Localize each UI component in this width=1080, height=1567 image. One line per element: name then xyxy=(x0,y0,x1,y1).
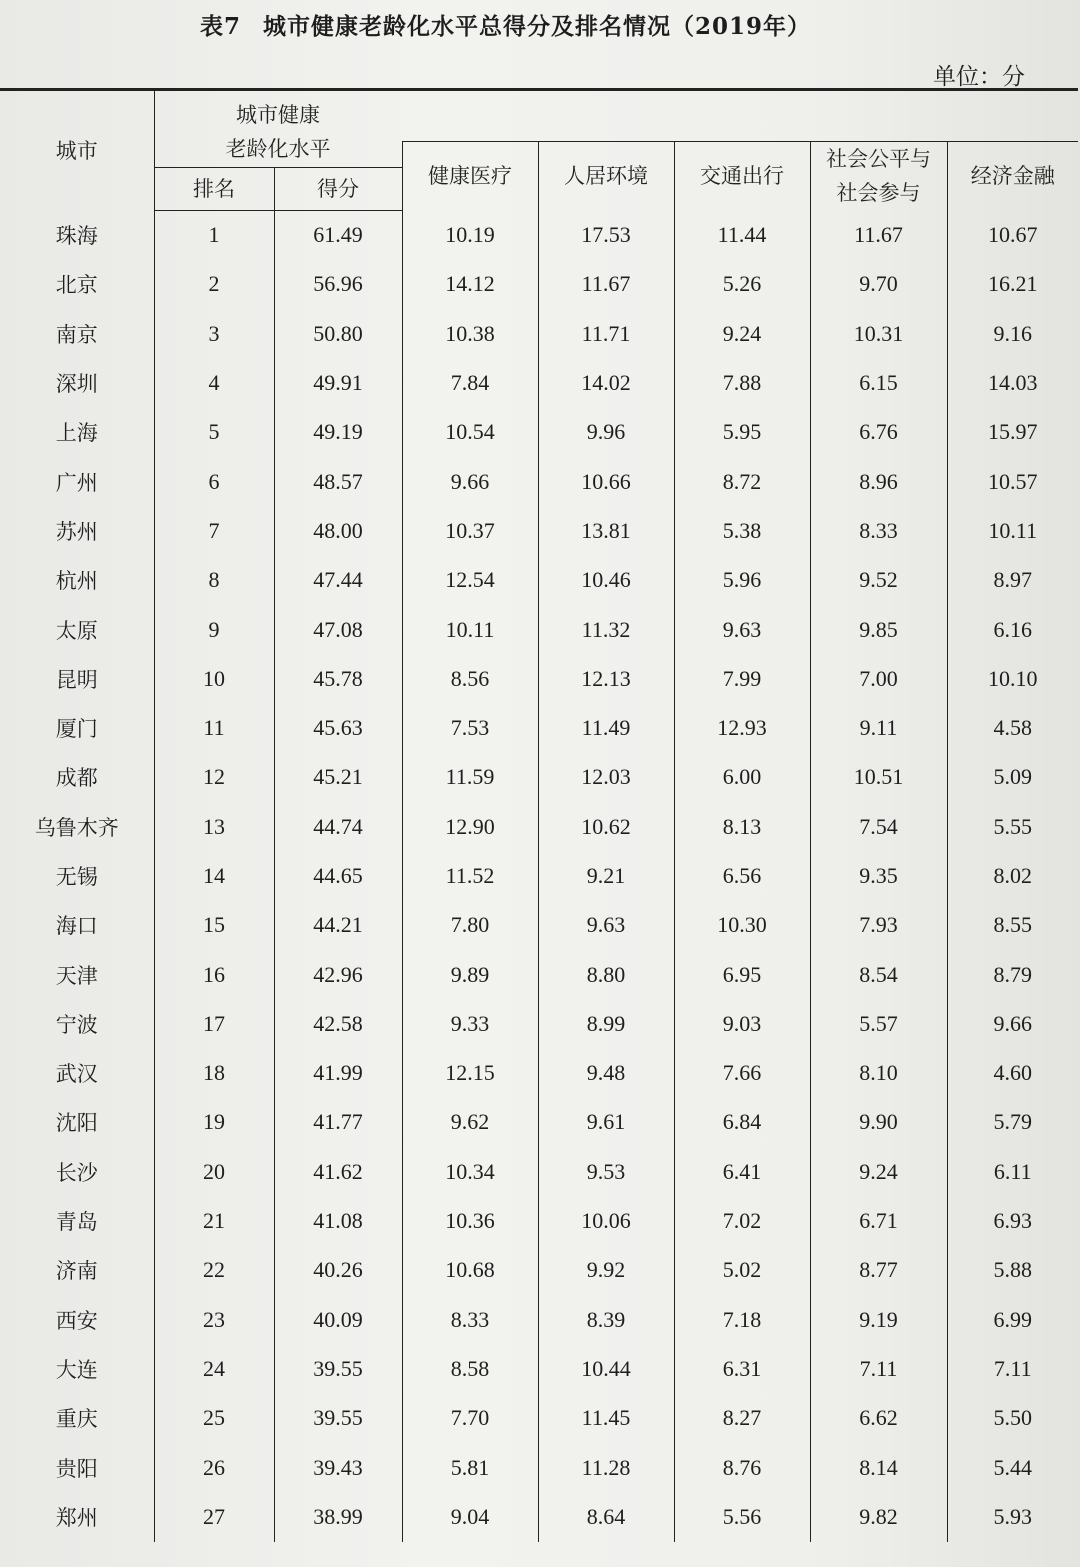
cell-health: 11.52 xyxy=(402,851,538,900)
cell-transport: 6.56 xyxy=(674,851,810,900)
cell-transport: 8.13 xyxy=(674,802,810,851)
header-transport: 交通出行 xyxy=(674,142,810,211)
cell-health: 8.58 xyxy=(402,1344,538,1393)
cell-economy: 8.97 xyxy=(947,556,1078,605)
cell-rank: 8 xyxy=(154,556,274,605)
cell-social: 6.62 xyxy=(810,1394,947,1443)
cell-score: 39.55 xyxy=(274,1394,402,1443)
cell-score: 42.58 xyxy=(274,999,402,1048)
cell-social: 6.15 xyxy=(810,358,947,407)
table-row xyxy=(0,605,1078,654)
table-row xyxy=(0,457,1078,506)
cell-city: 贵阳 xyxy=(55,1456,98,1481)
cell-living: 9.21 xyxy=(538,851,674,900)
cell-health: 5.81 xyxy=(402,1443,538,1492)
cell-social: 9.52 xyxy=(810,556,947,605)
cell-economy: 7.11 xyxy=(947,1344,1078,1393)
cell-transport: 8.72 xyxy=(674,457,810,506)
cell-health: 12.54 xyxy=(402,556,538,605)
table-row xyxy=(0,210,1078,260)
cell-social: 9.35 xyxy=(810,851,947,900)
table-row xyxy=(0,1443,1078,1492)
cell-rank: 22 xyxy=(154,1246,274,1295)
cell-rank: 18 xyxy=(154,1049,274,1098)
cell-transport: 6.84 xyxy=(674,1098,810,1147)
cell-economy: 5.09 xyxy=(947,753,1078,802)
header-social: 社会公平与 社会参与 xyxy=(810,142,947,211)
table-row xyxy=(0,753,1078,802)
table-row xyxy=(0,1344,1078,1393)
cell-health: 10.34 xyxy=(402,1147,538,1196)
cell-social: 8.54 xyxy=(810,950,947,999)
table-row xyxy=(0,1147,1078,1196)
cell-health: 9.66 xyxy=(402,457,538,506)
cell-living: 10.62 xyxy=(538,802,674,851)
header-spacer xyxy=(402,90,1078,142)
cell-city: 苏州 xyxy=(55,519,98,544)
cell-score: 41.08 xyxy=(274,1196,402,1245)
cell-transport: 9.03 xyxy=(674,999,810,1048)
cell-transport: 5.38 xyxy=(674,506,810,555)
cell-social: 8.33 xyxy=(810,506,947,555)
cell-social: 10.31 xyxy=(810,309,947,358)
cell-rank: 25 xyxy=(154,1394,274,1443)
cell-score: 38.99 xyxy=(274,1492,402,1541)
cell-living: 11.32 xyxy=(538,605,674,654)
cell-health: 8.56 xyxy=(402,654,538,703)
cell-health: 7.80 xyxy=(402,901,538,950)
cell-city: 长沙 xyxy=(55,1160,98,1185)
cell-rank: 23 xyxy=(154,1295,274,1344)
cell-transport: 5.56 xyxy=(674,1492,810,1541)
cell-rank: 19 xyxy=(154,1098,274,1147)
cell-economy: 5.93 xyxy=(947,1492,1078,1541)
cell-economy: 15.97 xyxy=(947,408,1078,457)
cell-health: 10.68 xyxy=(402,1246,538,1295)
cell-social: 7.11 xyxy=(810,1344,947,1393)
cell-transport: 7.99 xyxy=(674,654,810,703)
cell-living: 11.71 xyxy=(538,309,674,358)
header-score: 得分 xyxy=(274,167,402,210)
table-title-text: 城市健康老龄化水平总得分及排名情况（2019年） xyxy=(263,13,812,40)
cell-city: 珠海 xyxy=(55,223,98,248)
cell-economy: 6.16 xyxy=(947,605,1078,654)
cell-living: 10.66 xyxy=(538,457,674,506)
cell-social: 8.14 xyxy=(810,1443,947,1492)
cell-living: 9.63 xyxy=(538,901,674,950)
table-row xyxy=(0,1394,1078,1443)
cell-transport: 7.66 xyxy=(674,1049,810,1098)
cell-score: 39.43 xyxy=(274,1443,402,1492)
cell-living: 8.80 xyxy=(538,950,674,999)
cell-rank: 24 xyxy=(154,1344,274,1393)
cell-score: 49.91 xyxy=(274,358,402,407)
table-row xyxy=(0,999,1078,1048)
cell-score: 56.96 xyxy=(274,260,402,309)
cell-living: 9.92 xyxy=(538,1246,674,1295)
cell-rank: 13 xyxy=(154,802,274,851)
table-row xyxy=(0,1295,1078,1344)
table-number: 表7 xyxy=(200,13,242,40)
cell-city: 济南 xyxy=(55,1259,98,1284)
cell-city: 天津 xyxy=(55,963,98,988)
table-row xyxy=(0,1196,1078,1245)
cell-economy: 5.88 xyxy=(947,1246,1078,1295)
cell-economy: 8.55 xyxy=(947,901,1078,950)
table-title xyxy=(200,8,811,41)
cell-score: 48.57 xyxy=(274,457,402,506)
cell-score: 45.21 xyxy=(274,753,402,802)
cell-transport: 12.93 xyxy=(674,703,810,752)
cell-city: 大连 xyxy=(55,1357,98,1382)
cell-health: 9.62 xyxy=(402,1098,538,1147)
cell-transport: 6.41 xyxy=(674,1147,810,1196)
cell-transport: 9.24 xyxy=(674,309,810,358)
cell-social: 9.90 xyxy=(810,1098,947,1147)
cell-health: 9.33 xyxy=(402,999,538,1048)
cell-health: 10.36 xyxy=(402,1196,538,1245)
cell-score: 39.55 xyxy=(274,1344,402,1393)
header-group-health-aging: 城市健康 老龄化水平 xyxy=(154,90,402,168)
cell-city: 青岛 xyxy=(55,1210,98,1235)
cell-score: 49.19 xyxy=(274,408,402,457)
table-row xyxy=(0,309,1078,358)
cell-rank: 4 xyxy=(154,358,274,407)
cell-living: 11.67 xyxy=(538,260,674,309)
cell-city: 乌鲁木齐 xyxy=(34,815,119,840)
cell-health: 11.59 xyxy=(402,753,538,802)
table-row xyxy=(0,654,1078,703)
cell-living: 11.45 xyxy=(538,1394,674,1443)
cell-rank: 2 xyxy=(154,260,274,309)
cell-economy: 6.11 xyxy=(947,1147,1078,1196)
cell-score: 41.99 xyxy=(274,1049,402,1098)
cell-economy: 4.60 xyxy=(947,1049,1078,1098)
cell-living: 10.44 xyxy=(538,1344,674,1393)
cell-score: 44.74 xyxy=(274,802,402,851)
cell-living: 13.81 xyxy=(538,506,674,555)
cell-economy: 5.50 xyxy=(947,1394,1078,1443)
cell-living: 12.13 xyxy=(538,654,674,703)
table-row xyxy=(0,260,1078,309)
cell-living: 8.64 xyxy=(538,1492,674,1541)
cell-city: 广州 xyxy=(55,470,98,495)
cell-city: 太原 xyxy=(55,618,98,643)
cell-social: 9.24 xyxy=(810,1147,947,1196)
cell-rank: 3 xyxy=(154,309,274,358)
cell-health: 12.15 xyxy=(402,1049,538,1098)
cell-rank: 26 xyxy=(154,1443,274,1492)
cell-economy: 10.10 xyxy=(947,654,1078,703)
cell-rank: 10 xyxy=(154,654,274,703)
cell-economy: 9.66 xyxy=(947,999,1078,1048)
cell-living: 14.02 xyxy=(538,358,674,407)
cell-city: 宁波 xyxy=(55,1012,98,1037)
cell-score: 45.63 xyxy=(274,703,402,752)
cell-living: 9.53 xyxy=(538,1147,674,1196)
cell-score: 40.09 xyxy=(274,1295,402,1344)
header-rank: 排名 xyxy=(154,167,274,210)
table-row xyxy=(0,851,1078,900)
cell-score: 61.49 xyxy=(274,210,402,260)
cell-living: 11.28 xyxy=(538,1443,674,1492)
cell-transport: 5.95 xyxy=(674,408,810,457)
cell-city: 武汉 xyxy=(55,1062,98,1087)
cell-rank: 14 xyxy=(154,851,274,900)
cell-transport: 7.18 xyxy=(674,1295,810,1344)
ranking-table xyxy=(0,88,1078,1542)
cell-economy: 5.55 xyxy=(947,802,1078,851)
cell-transport: 5.02 xyxy=(674,1246,810,1295)
cell-living: 17.53 xyxy=(538,210,674,260)
cell-social: 9.82 xyxy=(810,1492,947,1541)
table-row xyxy=(0,1492,1078,1541)
cell-living: 12.03 xyxy=(538,753,674,802)
table-header xyxy=(0,90,1078,211)
table-body xyxy=(0,210,1078,1542)
cell-economy: 6.93 xyxy=(947,1196,1078,1245)
cell-social: 8.96 xyxy=(810,457,947,506)
cell-economy: 8.79 xyxy=(947,950,1078,999)
cell-social: 8.10 xyxy=(810,1049,947,1098)
cell-city: 上海 xyxy=(55,421,98,446)
cell-transport: 6.95 xyxy=(674,950,810,999)
cell-health: 10.37 xyxy=(402,506,538,555)
cell-transport: 8.76 xyxy=(674,1443,810,1492)
cell-rank: 11 xyxy=(154,703,274,752)
cell-city: 郑州 xyxy=(55,1505,98,1530)
table-row xyxy=(0,506,1078,555)
cell-social: 7.00 xyxy=(810,654,947,703)
cell-score: 44.65 xyxy=(274,851,402,900)
cell-transport: 6.31 xyxy=(674,1344,810,1393)
cell-economy: 9.16 xyxy=(947,309,1078,358)
cell-economy: 4.58 xyxy=(947,703,1078,752)
cell-rank: 1 xyxy=(154,210,274,260)
table-row xyxy=(0,1098,1078,1147)
cell-health: 12.90 xyxy=(402,802,538,851)
cell-city: 南京 xyxy=(55,322,98,347)
table-row xyxy=(0,802,1078,851)
table-row xyxy=(0,1049,1078,1098)
cell-health: 10.38 xyxy=(402,309,538,358)
cell-score: 44.21 xyxy=(274,901,402,950)
cell-rank: 7 xyxy=(154,506,274,555)
cell-city: 沈阳 xyxy=(55,1111,98,1136)
cell-score: 41.62 xyxy=(274,1147,402,1196)
cell-city: 无锡 xyxy=(55,865,98,889)
cell-economy: 5.79 xyxy=(947,1098,1078,1147)
table-row xyxy=(0,1246,1078,1295)
cell-city: 北京 xyxy=(55,273,98,298)
cell-score: 47.44 xyxy=(274,556,402,605)
cell-city: 重庆 xyxy=(55,1407,98,1432)
cell-rank: 20 xyxy=(154,1147,274,1196)
cell-social: 8.77 xyxy=(810,1246,947,1295)
cell-living: 10.46 xyxy=(538,556,674,605)
cell-score: 41.77 xyxy=(274,1098,402,1147)
unit-label: 单位：分 xyxy=(933,64,1025,90)
cell-transport: 9.63 xyxy=(674,605,810,654)
cell-living: 8.39 xyxy=(538,1295,674,1344)
cell-score: 40.26 xyxy=(274,1246,402,1295)
cell-city: 深圳 xyxy=(55,372,98,397)
cell-health: 9.04 xyxy=(402,1492,538,1541)
cell-social: 11.67 xyxy=(810,210,947,260)
cell-economy: 10.57 xyxy=(947,457,1078,506)
cell-score: 42.96 xyxy=(274,950,402,999)
cell-transport: 8.27 xyxy=(674,1394,810,1443)
header-health: 健康医疗 xyxy=(402,142,538,211)
cell-health: 14.12 xyxy=(402,260,538,309)
cell-economy: 8.02 xyxy=(947,851,1078,900)
cell-health: 10.11 xyxy=(402,605,538,654)
cell-social: 7.54 xyxy=(810,802,947,851)
table-row xyxy=(0,950,1078,999)
cell-social: 7.93 xyxy=(810,901,947,950)
cell-rank: 5 xyxy=(154,408,274,457)
cell-economy: 10.67 xyxy=(947,210,1078,260)
cell-city: 杭州 xyxy=(55,569,98,594)
cell-social: 9.11 xyxy=(810,703,947,752)
cell-living: 9.61 xyxy=(538,1098,674,1147)
cell-rank: 9 xyxy=(154,605,274,654)
cell-rank: 12 xyxy=(154,753,274,802)
cell-health: 7.84 xyxy=(402,358,538,407)
cell-city: 成都 xyxy=(55,766,98,791)
cell-social: 5.57 xyxy=(810,999,947,1048)
cell-transport: 5.26 xyxy=(674,260,810,309)
cell-economy: 5.44 xyxy=(947,1443,1078,1492)
cell-score: 50.80 xyxy=(274,309,402,358)
cell-health: 10.19 xyxy=(402,210,538,260)
cell-living: 9.48 xyxy=(538,1049,674,1098)
header-city: 城市 xyxy=(55,138,98,163)
table-row xyxy=(0,408,1078,457)
cell-health: 9.89 xyxy=(402,950,538,999)
cell-transport: 7.02 xyxy=(674,1196,810,1245)
cell-social: 6.76 xyxy=(810,408,947,457)
cell-rank: 27 xyxy=(154,1492,274,1541)
table-row xyxy=(0,901,1078,950)
table-row xyxy=(0,703,1078,752)
cell-city: 西安 xyxy=(55,1308,98,1333)
cell-transport: 11.44 xyxy=(674,210,810,260)
cell-rank: 16 xyxy=(154,950,274,999)
cell-health: 10.54 xyxy=(402,408,538,457)
table-row xyxy=(0,358,1078,407)
cell-rank: 21 xyxy=(154,1196,274,1245)
cell-economy: 14.03 xyxy=(947,358,1078,407)
cell-social: 9.70 xyxy=(810,260,947,309)
cell-living: 11.49 xyxy=(538,703,674,752)
cell-city: 厦门 xyxy=(55,717,98,742)
cell-score: 47.08 xyxy=(274,605,402,654)
cell-living: 9.96 xyxy=(538,408,674,457)
cell-rank: 6 xyxy=(154,457,274,506)
cell-city: 昆明 xyxy=(55,667,98,692)
cell-social: 6.71 xyxy=(810,1196,947,1245)
cell-social: 10.51 xyxy=(810,753,947,802)
table-row xyxy=(0,556,1078,605)
cell-score: 45.78 xyxy=(274,654,402,703)
cell-rank: 15 xyxy=(154,901,274,950)
header-economy: 经济金融 xyxy=(947,142,1078,211)
header-living: 人居环境 xyxy=(538,142,674,211)
cell-score: 48.00 xyxy=(274,506,402,555)
cell-city: 海口 xyxy=(55,914,98,939)
cell-transport: 10.30 xyxy=(674,901,810,950)
cell-living: 8.99 xyxy=(538,999,674,1048)
cell-economy: 10.11 xyxy=(947,506,1078,555)
cell-social: 9.85 xyxy=(810,605,947,654)
cell-transport: 5.96 xyxy=(674,556,810,605)
cell-transport: 6.00 xyxy=(674,753,810,802)
cell-economy: 16.21 xyxy=(947,260,1078,309)
cell-living: 10.06 xyxy=(538,1196,674,1245)
cell-rank: 17 xyxy=(154,999,274,1048)
cell-social: 9.19 xyxy=(810,1295,947,1344)
cell-health: 7.53 xyxy=(402,703,538,752)
cell-economy: 6.99 xyxy=(947,1295,1078,1344)
cell-health: 8.33 xyxy=(402,1295,538,1344)
cell-health: 7.70 xyxy=(402,1394,538,1443)
cell-transport: 7.88 xyxy=(674,358,810,407)
